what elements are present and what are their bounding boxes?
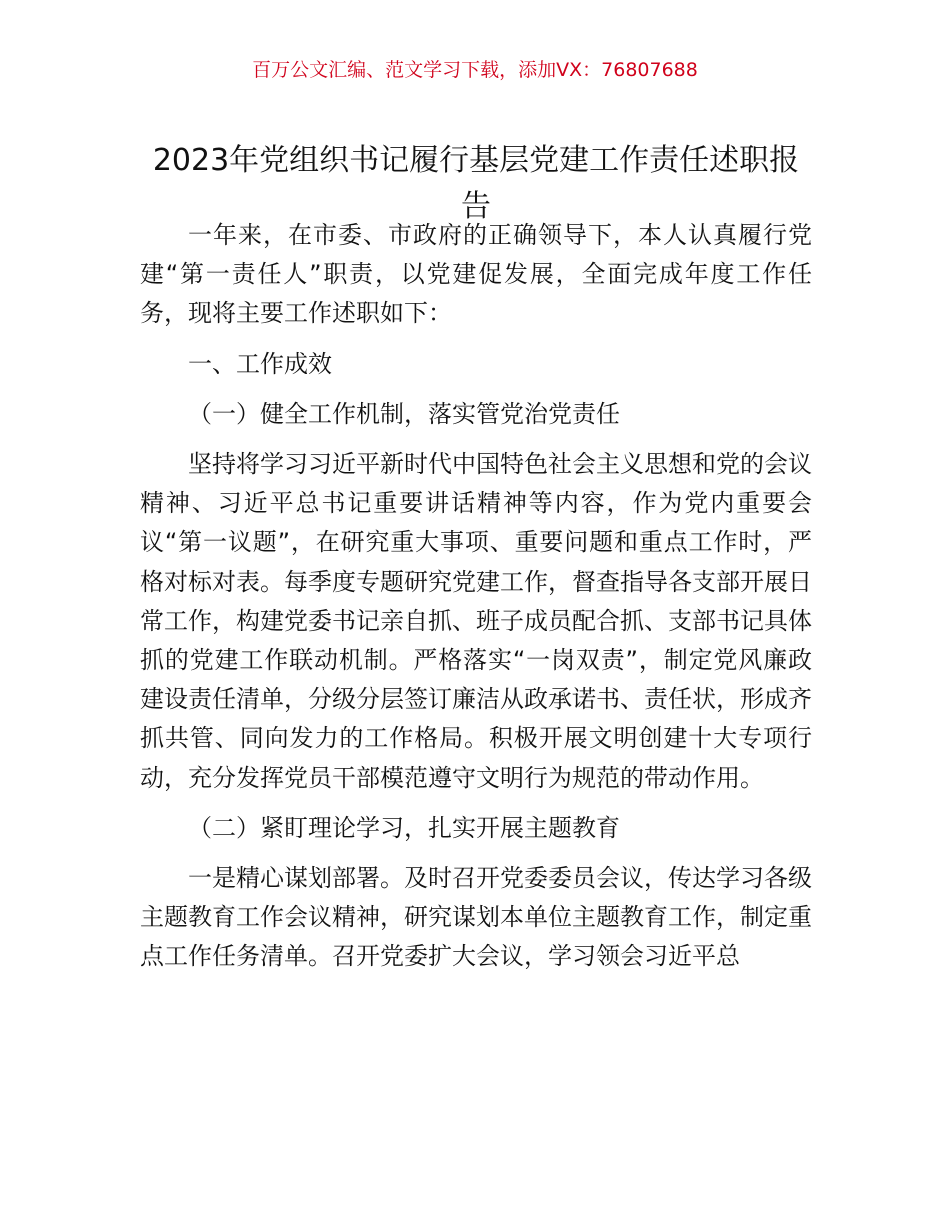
document-body [140,216,812,977]
subsection-paragraph-theory-study: 一是精心谋划部署。及时召开党委委员会议，传达学习各级主题教育工作会议精神，研究谋划本单位主题教育工作，制定重点工作任务清单。召开党委扩大会议，学习领会习近平总 [140,864,812,971]
document-title: 2023年党组织书记履行基层党建工作责任述职报告 [152,143,800,225]
subsection-paragraph-mechanism: 坚持将学习习近平新时代中国特色社会主义思想和党的会议精神、习近平总书记重要讲话精神等内容，作为党内重要会议“第一议题”，在研究重大事项、重要问题和重点工作时，严格对标对表。每季度专题研究党建工作，督查指导各支部开展日常工作，构建党委书记亲自抓、班子成员配合抓、支部书记具体抓的党建工作联动机制。严格落实“一岗双责”，制定党风廉政建设责任清单，分级分层签订廉洁从政承诺书、责任状，形成齐抓共管、同向发力的工作格局。积极开展文明创建十大专项行动，充分发挥党员干部模范遵守文明行为规范的带动作用。 [140,450,812,792]
subsection-heading-mechanism: （一）健全工作机制，落实管党治党责任 [188,399,620,428]
subsection-heading-theory-study: （二）紧盯理论学习，扎实开展主题教育 [188,813,620,842]
header-watermark-note: 百万公文汇编、范文学习下载，添加VX：76807688 [252,59,698,81]
section-heading-achievements: 一、工作成效 [188,349,332,378]
intro-paragraph: 一年来，在市委、市政府的正确领导下，本人认真履行党建“第一责任人”职责，以党建促发展，全面完成年度工作任务，现将主要工作述职如下： [140,221,812,328]
